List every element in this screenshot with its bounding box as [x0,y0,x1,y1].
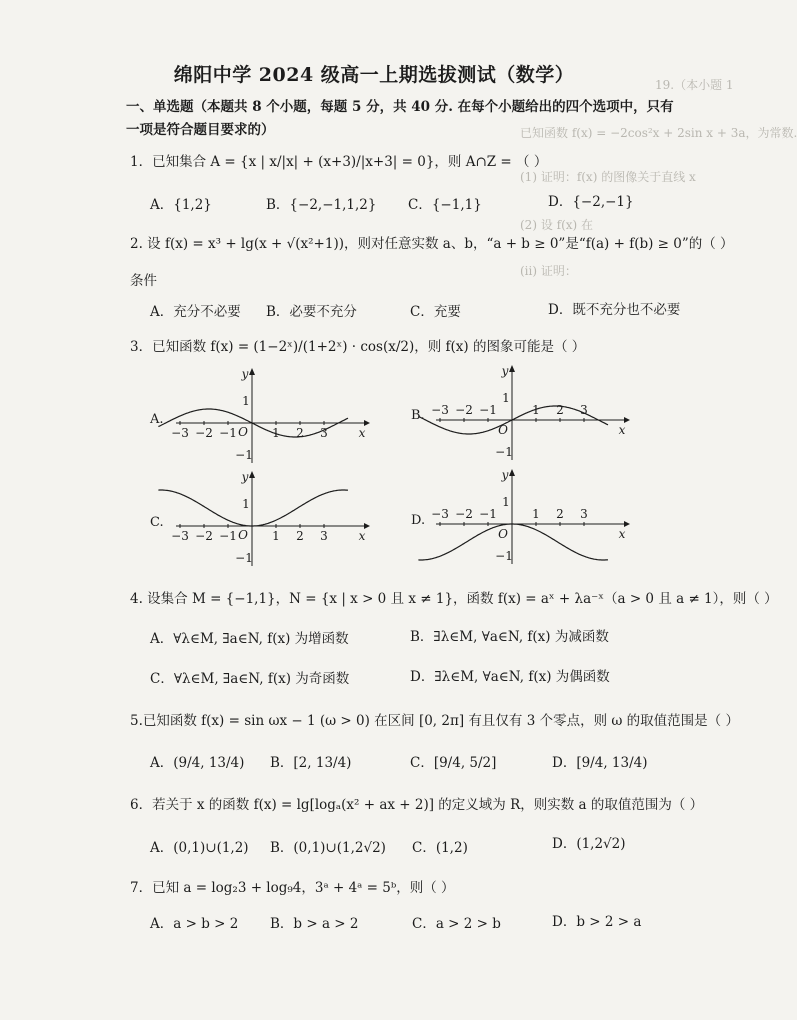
page-title: 绵阳中学 2024 级高一上期选拔测试（数学） [173,64,575,86]
y-axis-label: y [241,367,249,381]
x-tick-label-1: −2 [455,507,473,521]
function-curve [418,524,608,560]
q1-option-b: B．{−2,−1,1,2} [266,197,377,213]
x-tick-label-3: 1 [272,426,280,440]
x-axis-label: x [358,529,366,543]
y-tick-neg1: −1 [235,448,253,462]
y-axis-label: y [501,364,509,378]
y-tick-neg1: −1 [495,549,513,563]
x-tick-label-4: 2 [556,507,564,521]
y-axis-arrow [249,368,255,375]
question-1-stem: 1．已知集合 A = {x | x/|x| + (x+3)/|x+3| = 0}，则 A∩Z = （ ） [130,154,548,170]
graph-c-label: C. [150,515,164,530]
origin-label: O [498,527,508,541]
origin-label: O [498,423,508,437]
q7-option-c: C．a > 2 > b [412,916,501,932]
x-tick-label-2: −1 [219,426,237,440]
q4-option-d: D．∃λ∈M, ∀a∈N, f(x) 为偶函数 [410,669,610,685]
x-tick-label-5: 3 [320,529,328,543]
q2-option-b: B．必要不充分 [266,304,357,320]
question-2-stem-cont: 条件 [130,273,157,289]
q7-option-b: B．b > a > 2 [270,916,359,932]
x-tick-label-4: 2 [296,529,304,543]
y-tick-1: 1 [242,394,250,408]
question-4-stem: 4. 设集合 M = {−1,1}，N = {x | x > 0 且 x ≠ 1}，函数 f(x) = aˣ + λa⁻ˣ（a > 0 且 a ≠ 1），则（ ） [130,591,778,607]
x-tick-label-0: −3 [431,507,449,521]
question-3-stem: 3．已知函数 f(x) = (1−2ˣ)/(1+2ˣ) · cos(x/2)，则 f(x) 的图象可能是（ ） [130,339,586,355]
graph-d-label: D. [411,513,426,528]
y-tick-1: 1 [502,391,510,405]
bleed-through-4: (2) 设 f(x) 在 [520,218,594,232]
question-6-stem: 6．若关于 x 的函数 f(x) = lg[logₐ(x² + ax + 2)] 的定义域为 R，则实数 a 的取值范围为（ ） [130,797,704,813]
x-tick-label-2: −1 [479,403,497,417]
y-tick-1: 1 [242,497,250,511]
q2-option-a: A．充分不必要 [150,304,241,320]
bleed-through-3: (1) 证明：f(x) 的图像关于直线 x [520,170,696,184]
y-axis-label: y [501,468,509,482]
origin-label: O [238,425,248,439]
y-axis-arrow [509,469,515,476]
x-tick-label-0: −3 [431,403,449,417]
q6-option-c: C．(1,2) [412,840,468,856]
graph-b [432,362,632,462]
y-tick-neg1: −1 [235,551,253,565]
x-tick-label-5: 3 [580,507,588,521]
x-tick-label-1: −2 [195,426,213,440]
q5-option-d: D．[9/4, 13/4) [552,755,648,771]
x-tick-label-4: 2 [296,426,304,440]
question-2-stem: 2. 设 f(x) = x³ + lg(x + √(x²+1))，则对任意实数 a、b，“a + b ≥ 0”是“f(a) + f(b) ≥ 0”的（ ） [130,236,734,252]
q1-option-d: D．{−2,−1} [548,194,634,210]
x-axis-label: x [618,527,626,541]
section-heading-line1: 一、单选题（本题共 8 个小题，每题 5 分，共 40 分. 在每个小题给出的四个选项中，只有 [126,99,674,115]
y-tick-neg1: −1 [495,445,513,459]
bleed-through-1: 19.（本小题 1 [655,78,734,92]
x-tick-label-2: −1 [219,529,237,543]
y-tick-1: 1 [502,495,510,509]
q2-option-c: C．充要 [410,304,461,320]
graph-a-label: A. [150,412,164,427]
q5-option-a: A．(9/4, 13/4) [150,755,245,771]
question-7-stem: 7．已知 a = log₂3 + log₉4，3ᵃ + 4ᵃ = 5ᵇ，则（ ） [130,880,455,896]
x-tick-label-2: −1 [479,507,497,521]
q6-option-d: D．(1,2√2) [552,836,626,852]
bleed-through-2: 已知函数 f(x) = −2cos²x + 2sin x + 3a，为常数. [520,126,797,140]
q5-option-b: B．[2, 13/4) [270,755,352,771]
q6-option-b: B．(0,1)∪(1,2√2) [270,840,386,856]
question-5-stem: 5.已知函数 f(x) = sin ωx − 1 (ω > 0) 在区间 [0, 2π] 有且仅有 3 个零点，则 ω 的取值范围是（ ） [130,713,739,729]
x-tick-label-0: −3 [171,426,189,440]
origin-label: O [238,528,248,542]
q4-option-b: B．∃λ∈M, ∀a∈N, f(x) 为减函数 [410,629,609,645]
graph-a [172,365,372,465]
q7-option-a: A．a > b > 2 [150,916,239,932]
q4-option-a: A．∀λ∈M, ∃a∈N, f(x) 为增函数 [150,631,349,647]
function-curve [158,490,348,526]
q4-option-c: C．∀λ∈M, ∃a∈N, f(x) 为奇函数 [150,671,350,687]
x-tick-label-1: −2 [195,529,213,543]
bleed-through-5: (ii) 证明： [520,264,577,278]
q1-option-c: C．{−1,1} [408,197,482,213]
x-tick-label-3: 1 [272,529,280,543]
q7-option-d: D．b > 2 > a [552,914,642,930]
q6-option-a: A．(0,1)∪(1,2) [150,840,249,856]
x-tick-label-3: 1 [532,403,540,417]
q1-option-a: A．{1,2} [150,197,212,213]
q2-option-d: D．既不充分也不必要 [548,302,681,318]
x-tick-label-1: −2 [455,403,473,417]
q5-option-c: C．[9/4, 5/2] [410,755,497,771]
x-tick-label-5: 3 [320,426,328,440]
x-axis-label: x [618,423,626,437]
x-tick-label-5: 3 [580,403,588,417]
x-axis-label: x [358,426,366,440]
section-heading-line2: 一项是符合题目要求的） [126,122,275,138]
y-axis-arrow [249,471,255,478]
y-axis-label: y [241,470,249,484]
graph-b-label: B. [411,408,425,423]
x-tick-label-0: −3 [171,529,189,543]
y-axis-arrow [509,365,515,372]
x-tick-label-3: 1 [532,507,540,521]
graph-c [172,468,372,568]
x-tick-label-4: 2 [556,403,564,417]
graph-d [432,466,632,566]
